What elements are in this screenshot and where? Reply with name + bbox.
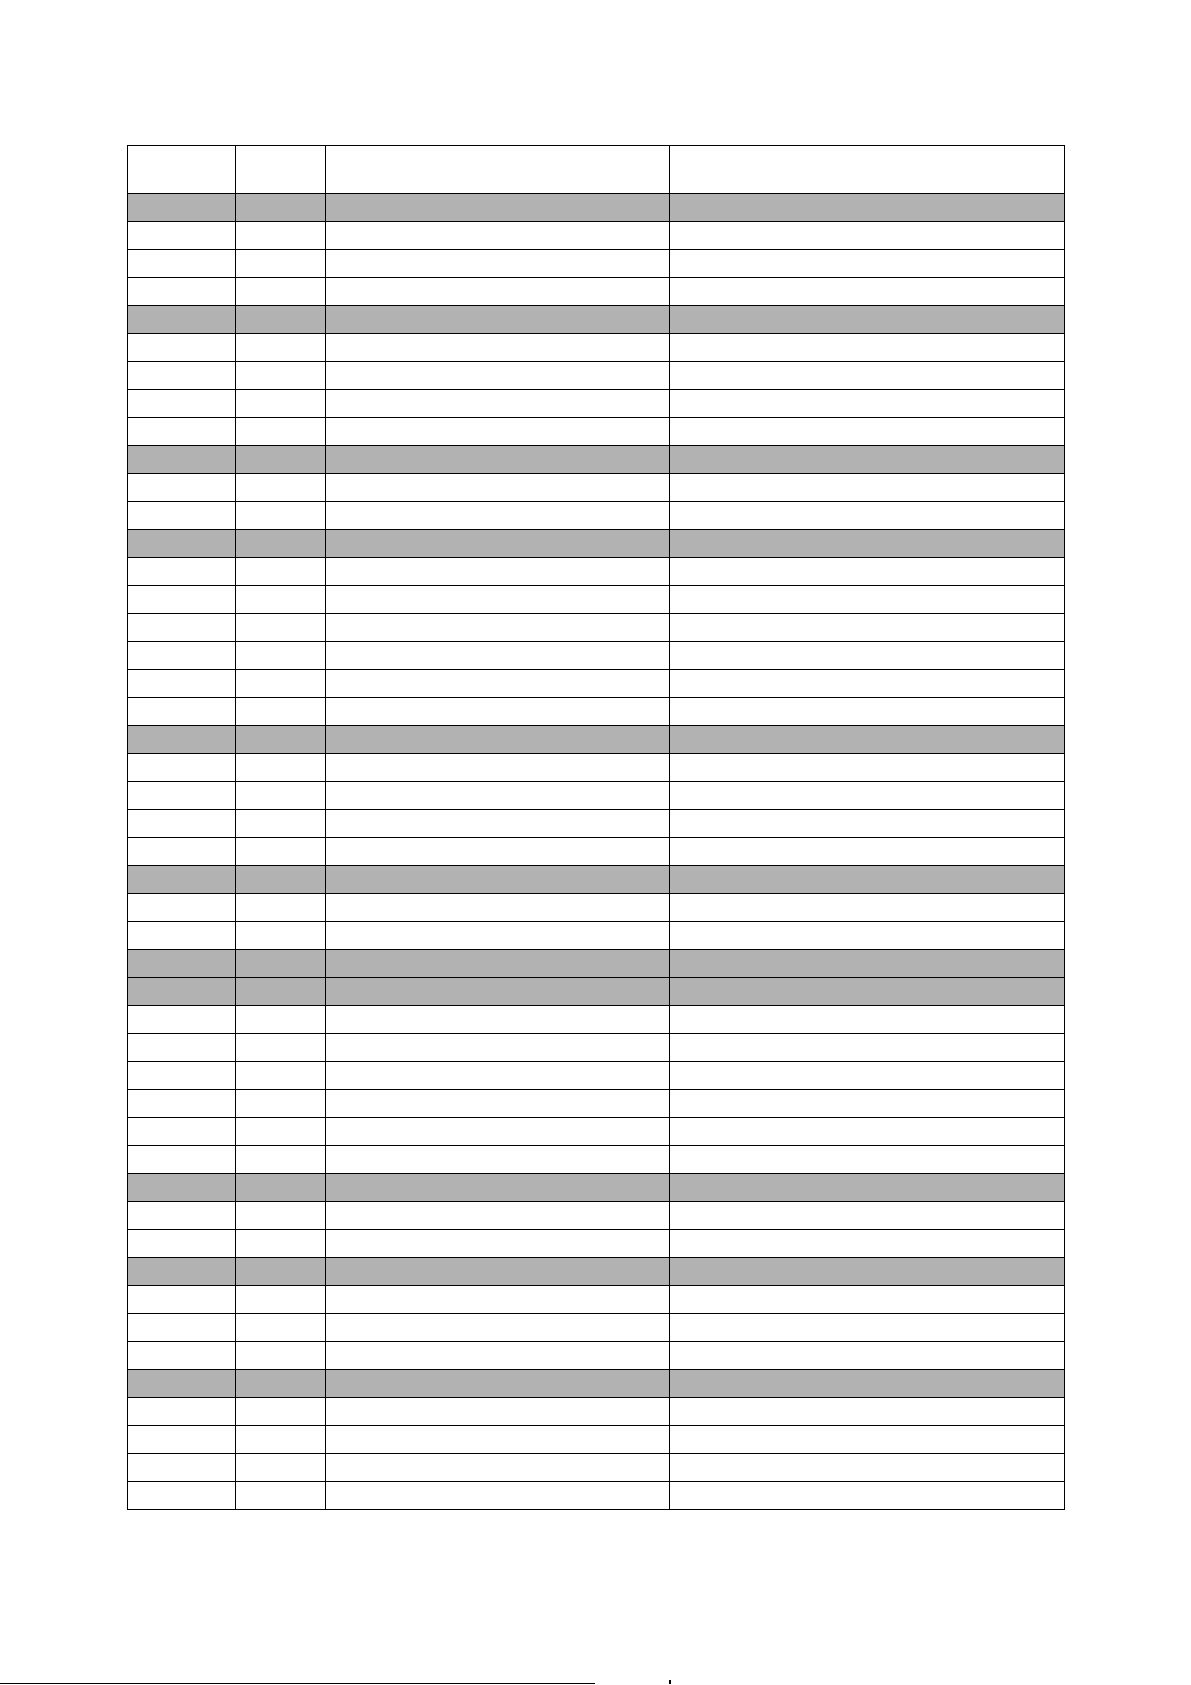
table-cell xyxy=(128,1342,236,1370)
table-row xyxy=(128,1454,1065,1482)
table-cell xyxy=(128,642,236,670)
table-cell xyxy=(326,866,670,894)
table-row xyxy=(128,894,1065,922)
table-row xyxy=(128,278,1065,306)
table-cell xyxy=(236,782,326,810)
table-cell xyxy=(670,1118,1065,1146)
table-cell xyxy=(128,1034,236,1062)
table-cell xyxy=(326,614,670,642)
table-cell xyxy=(326,194,670,222)
table-section-row xyxy=(128,950,1065,978)
table-cell xyxy=(670,1482,1065,1510)
table-row xyxy=(128,1146,1065,1174)
table-row xyxy=(128,1202,1065,1230)
table-cell xyxy=(670,1426,1065,1454)
table-cell xyxy=(236,1090,326,1118)
table-row xyxy=(128,642,1065,670)
table-cell xyxy=(326,670,670,698)
table-cell xyxy=(128,250,236,278)
table-row xyxy=(128,1090,1065,1118)
table-section-row xyxy=(128,1258,1065,1286)
table-cell xyxy=(326,1454,670,1482)
table-cell xyxy=(326,1090,670,1118)
table-cell xyxy=(128,754,236,782)
table-cell xyxy=(236,502,326,530)
table-cell xyxy=(236,1230,326,1258)
table-cell xyxy=(236,1062,326,1090)
table-row xyxy=(128,418,1065,446)
table-cell xyxy=(326,698,670,726)
table-cell xyxy=(236,1482,326,1510)
table-row xyxy=(128,782,1065,810)
table-section-row xyxy=(128,530,1065,558)
table-cell xyxy=(670,1062,1065,1090)
table-cell xyxy=(670,418,1065,446)
table-cell xyxy=(128,1062,236,1090)
table-cell xyxy=(326,894,670,922)
table-cell xyxy=(236,390,326,418)
table-cell xyxy=(670,306,1065,334)
table-cell xyxy=(236,810,326,838)
table-cell xyxy=(670,1454,1065,1482)
table-cell xyxy=(236,1174,326,1202)
table-cell xyxy=(128,698,236,726)
table-cell xyxy=(236,250,326,278)
table-cell xyxy=(236,1118,326,1146)
table-section-row xyxy=(128,446,1065,474)
table-cell xyxy=(236,1146,326,1174)
table-row xyxy=(128,1006,1065,1034)
table-cell xyxy=(128,782,236,810)
table-cell xyxy=(128,306,236,334)
table-row xyxy=(128,250,1065,278)
table-row xyxy=(128,222,1065,250)
table-cell xyxy=(236,950,326,978)
table-row xyxy=(128,1342,1065,1370)
table-cell xyxy=(236,222,326,250)
table-cell xyxy=(670,838,1065,866)
table-cell xyxy=(670,894,1065,922)
table-row xyxy=(128,474,1065,502)
table-cell xyxy=(326,446,670,474)
table-cell xyxy=(236,474,326,502)
table-cell xyxy=(326,1174,670,1202)
table-row xyxy=(128,670,1065,698)
table-row xyxy=(128,1286,1065,1314)
table-cell xyxy=(326,1426,670,1454)
table-cell xyxy=(670,362,1065,390)
table-cell xyxy=(128,530,236,558)
table-cell xyxy=(670,586,1065,614)
table-cell xyxy=(236,922,326,950)
table-cell xyxy=(236,1314,326,1342)
table-cell xyxy=(670,978,1065,1006)
table-row xyxy=(128,390,1065,418)
table-cell xyxy=(326,1398,670,1426)
table-row xyxy=(128,838,1065,866)
table-cell xyxy=(326,838,670,866)
table-cell xyxy=(128,1258,236,1286)
header-cell xyxy=(128,146,236,194)
table-cell xyxy=(670,642,1065,670)
table-cell xyxy=(236,698,326,726)
table-cell xyxy=(236,754,326,782)
table-cell xyxy=(236,1342,326,1370)
table-cell xyxy=(670,950,1065,978)
table-cell xyxy=(128,1146,236,1174)
table-row xyxy=(128,334,1065,362)
table-row xyxy=(128,362,1065,390)
table-cell xyxy=(670,1230,1065,1258)
table-cell xyxy=(326,390,670,418)
table-cell xyxy=(326,1202,670,1230)
table-cell xyxy=(128,894,236,922)
table-cell xyxy=(128,1398,236,1426)
table-cell xyxy=(236,278,326,306)
table-cell xyxy=(670,1258,1065,1286)
table-cell xyxy=(128,866,236,894)
table-cell xyxy=(128,222,236,250)
table-row xyxy=(128,1426,1065,1454)
table-cell xyxy=(128,950,236,978)
table-cell xyxy=(236,1258,326,1286)
table-cell xyxy=(326,502,670,530)
table-cell xyxy=(236,894,326,922)
table-cell xyxy=(670,782,1065,810)
table-cell xyxy=(128,1482,236,1510)
table-cell xyxy=(236,978,326,1006)
table-cell xyxy=(326,1118,670,1146)
table-cell xyxy=(128,838,236,866)
table-cell xyxy=(326,1062,670,1090)
table-cell xyxy=(326,950,670,978)
header-cell xyxy=(670,146,1065,194)
table-cell xyxy=(670,1314,1065,1342)
table-row xyxy=(128,1118,1065,1146)
table-section-row xyxy=(128,978,1065,1006)
table-cell xyxy=(670,390,1065,418)
table-cell xyxy=(128,1286,236,1314)
table-cell xyxy=(236,726,326,754)
table-cell xyxy=(670,502,1065,530)
table-cell xyxy=(670,1342,1065,1370)
table-row xyxy=(128,1034,1065,1062)
table-cell xyxy=(326,726,670,754)
table-row xyxy=(128,586,1065,614)
table-row xyxy=(128,810,1065,838)
table-cell xyxy=(326,362,670,390)
table-cell xyxy=(670,278,1065,306)
table-cell xyxy=(236,586,326,614)
table-cell xyxy=(128,978,236,1006)
table-cell xyxy=(128,1426,236,1454)
table-cell xyxy=(326,278,670,306)
table-cell xyxy=(128,1090,236,1118)
table-cell xyxy=(670,922,1065,950)
table-cell xyxy=(670,866,1065,894)
table-cell xyxy=(236,558,326,586)
table-cell xyxy=(236,1034,326,1062)
table-cell xyxy=(326,1342,670,1370)
table-cell xyxy=(236,530,326,558)
table-cell xyxy=(670,726,1065,754)
table-cell xyxy=(128,1454,236,1482)
table-cell xyxy=(128,1006,236,1034)
table-cell xyxy=(670,614,1065,642)
table-cell xyxy=(670,810,1065,838)
table-cell xyxy=(128,810,236,838)
table-cell xyxy=(236,418,326,446)
table-cell xyxy=(326,1006,670,1034)
table-cell xyxy=(326,1370,670,1398)
table-cell xyxy=(670,754,1065,782)
table-cell xyxy=(236,1426,326,1454)
table-cell xyxy=(670,334,1065,362)
table-cell xyxy=(236,362,326,390)
table-cell xyxy=(326,334,670,362)
table-cell xyxy=(670,698,1065,726)
table-cell xyxy=(670,1174,1065,1202)
table-cell xyxy=(670,1398,1065,1426)
table-cell xyxy=(128,362,236,390)
table-section-row xyxy=(128,194,1065,222)
table-cell xyxy=(326,754,670,782)
table-row xyxy=(128,502,1065,530)
table-section-row xyxy=(128,1174,1065,1202)
table-cell xyxy=(236,1398,326,1426)
table-cell xyxy=(670,474,1065,502)
table-cell xyxy=(326,782,670,810)
table-cell xyxy=(326,250,670,278)
table-cell xyxy=(236,446,326,474)
table-cell xyxy=(326,306,670,334)
table-cell xyxy=(236,670,326,698)
table-row xyxy=(128,922,1065,950)
table-header-row xyxy=(128,146,1065,194)
table-cell xyxy=(236,306,326,334)
table-cell xyxy=(326,1258,670,1286)
table-cell xyxy=(236,1286,326,1314)
table-row xyxy=(128,1314,1065,1342)
table-cell xyxy=(128,1230,236,1258)
table-cell xyxy=(670,1370,1065,1398)
table-cell xyxy=(128,1202,236,1230)
table-row xyxy=(128,754,1065,782)
table-cell xyxy=(326,1286,670,1314)
data-table xyxy=(127,145,1065,1510)
footer-mark xyxy=(669,1680,671,1684)
table-cell xyxy=(236,1454,326,1482)
table-body xyxy=(128,146,1065,1510)
table-cell xyxy=(128,558,236,586)
table-row xyxy=(128,1062,1065,1090)
table-cell xyxy=(128,474,236,502)
table-cell xyxy=(670,446,1065,474)
table-cell xyxy=(128,418,236,446)
table-cell xyxy=(326,810,670,838)
table-cell xyxy=(236,866,326,894)
table-cell xyxy=(326,586,670,614)
table-cell xyxy=(326,922,670,950)
table-cell xyxy=(128,502,236,530)
table-row xyxy=(128,558,1065,586)
table-cell xyxy=(128,1314,236,1342)
table-cell xyxy=(326,1230,670,1258)
table-cell xyxy=(128,1118,236,1146)
table-cell xyxy=(236,334,326,362)
table-cell xyxy=(326,978,670,1006)
table-cell xyxy=(670,194,1065,222)
table-cell xyxy=(326,418,670,446)
table-section-row xyxy=(128,1370,1065,1398)
table-row xyxy=(128,614,1065,642)
table-section-row xyxy=(128,726,1065,754)
table-cell xyxy=(670,1006,1065,1034)
table-cell xyxy=(670,250,1065,278)
table-row xyxy=(128,1482,1065,1510)
table-cell xyxy=(128,390,236,418)
table-cell xyxy=(326,530,670,558)
table-cell xyxy=(236,1006,326,1034)
table-cell xyxy=(326,1314,670,1342)
table-cell xyxy=(326,222,670,250)
table-cell xyxy=(128,334,236,362)
table-cell xyxy=(326,558,670,586)
table-cell xyxy=(128,1174,236,1202)
table-cell xyxy=(236,614,326,642)
table-cell xyxy=(670,222,1065,250)
table-cell xyxy=(326,474,670,502)
table-cell xyxy=(670,1034,1065,1062)
table-cell xyxy=(128,670,236,698)
footnote-separator-line xyxy=(0,1683,595,1684)
table-cell xyxy=(670,670,1065,698)
table-cell xyxy=(670,530,1065,558)
table-cell xyxy=(670,1202,1065,1230)
table-cell xyxy=(128,614,236,642)
table-cell xyxy=(128,586,236,614)
header-cell xyxy=(326,146,670,194)
table-section-row xyxy=(128,866,1065,894)
table-cell xyxy=(326,642,670,670)
table-cell xyxy=(236,194,326,222)
table-cell xyxy=(236,1370,326,1398)
table-cell xyxy=(128,1370,236,1398)
table-cell xyxy=(326,1146,670,1174)
table-cell xyxy=(236,642,326,670)
table-section-row xyxy=(128,306,1065,334)
table-cell xyxy=(236,838,326,866)
table-cell xyxy=(670,1146,1065,1174)
table-cell xyxy=(326,1482,670,1510)
table-row xyxy=(128,1230,1065,1258)
table-cell xyxy=(326,1034,670,1062)
table-cell xyxy=(128,726,236,754)
table-cell xyxy=(236,1202,326,1230)
table-cell xyxy=(670,1286,1065,1314)
table-cell xyxy=(128,278,236,306)
table-cell xyxy=(670,558,1065,586)
table-row xyxy=(128,1398,1065,1426)
table-row xyxy=(128,698,1065,726)
header-cell xyxy=(236,146,326,194)
table-cell xyxy=(128,446,236,474)
table-cell xyxy=(128,194,236,222)
table-cell xyxy=(128,922,236,950)
table-cell xyxy=(670,1090,1065,1118)
